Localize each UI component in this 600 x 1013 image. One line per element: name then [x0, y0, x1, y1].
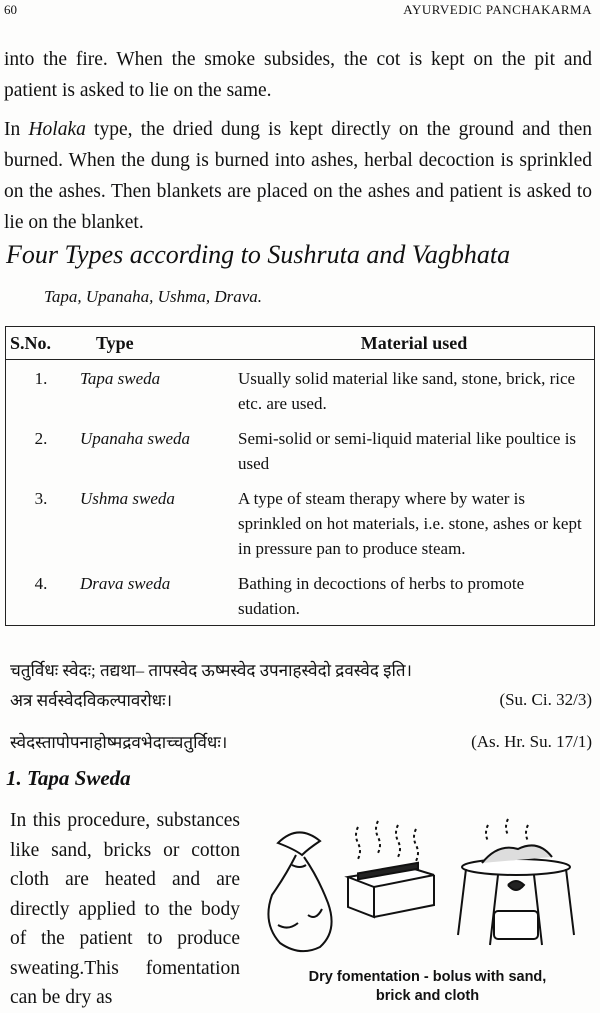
col-type: Type: [76, 327, 234, 360]
types-list: Tapa, Upanaha, Ushma, Drava.: [44, 287, 263, 306]
table-row: [6, 565, 595, 626]
cell-type: Tapa sweda: [80, 369, 161, 388]
section-heading-four-types: Four Types according to Sushruta and Vagbhata: [6, 240, 511, 269]
tapa-sweda-text: In this procedure, substances like sand, bricks or cotton cloth are heated and are directly applied to the body of the patient to produce sweating.This fomentation can be dry as: [10, 810, 240, 1008]
page-header: [4, 2, 592, 22]
table-row: [6, 360, 595, 421]
col-material: Material used: [234, 327, 595, 360]
table-header-row: [6, 327, 595, 360]
page-number: 60: [4, 2, 17, 17]
cloth-on-stove-icon: [458, 819, 574, 945]
cell-sno: 1.: [34, 369, 48, 388]
para-rest: type, the dried dung is kept directly on the ground and then burned. When the dung is burned into ashes, herbal decoction is sprinkled on the ashes. Then blankets are placed on the ashes and patient is asked to lie on the blanket.: [4, 119, 592, 233]
sanskrit-verse-2: अत्र सर्वस्वेदविकल्पावरोधः।: [10, 691, 173, 710]
table-row: [6, 420, 595, 480]
para-prefix: In: [4, 119, 29, 140]
caption-line-2: brick and cloth: [375, 988, 480, 1004]
cell-type: Upanaha sweda: [80, 429, 191, 448]
cell-type: Drava sweda: [80, 574, 171, 593]
running-title: AYURVEDIC PANCHAKARMA: [403, 2, 592, 17]
cell-sno: 2.: [34, 429, 48, 448]
cell-material: Semi-solid or semi-liquid material like poultice is used: [238, 429, 577, 473]
caption-line-1: Dry fomentation - bolus with sand,: [308, 969, 547, 985]
heated-brick-icon: [348, 821, 434, 917]
cell-type: Ushma sweda: [80, 489, 175, 508]
table-row: [6, 480, 595, 565]
cell-material: Bathing in decoctions of herbs to promote sudation.: [238, 574, 525, 618]
types-table: [5, 326, 595, 626]
section-heading-tapa-sweda: 1. Tapa Sweda: [6, 766, 131, 790]
bolus-icon: [268, 832, 331, 951]
figure-illustration: [258, 815, 593, 965]
paragraph-fire: into the fire. When the smoke subsides, the cot is kept on the pit and patient is asked to lie on the same.: [4, 49, 592, 101]
figure-caption: [270, 968, 585, 1006]
paragraph-holaka: [4, 114, 592, 238]
dry-fomentation-figure: [258, 815, 593, 975]
cell-material: A type of steam therapy where by water is sprinkled on hot materials, i.e. stone, ashes or kept in pressure pan to produce steam.: [238, 489, 582, 558]
sanskrit-verse-1: चतुर्विधः स्वेदः; तद्यथा– तापस्वेद ऊष्मस्वेद उपनाहस्वेदो द्रवस्वेद इति।: [10, 661, 412, 680]
citation-ashtanga: (As. Hr. Su. 17/1): [471, 732, 592, 751]
sanskrit-verse-3: स्वेदस्तापोपनाहोष्मद्रवभेदाच्चतुर्विधः।: [10, 733, 228, 752]
col-sno: S.No.: [6, 327, 77, 360]
citation-sushruta: (Su. Ci. 32/3): [499, 690, 592, 709]
holaka-term: Holaka: [28, 119, 86, 140]
cell-sno: 4.: [34, 574, 48, 593]
cell-sno: 3.: [34, 489, 48, 508]
cell-material: Usually solid material like sand, stone, brick, rice etc. are used.: [238, 369, 576, 413]
